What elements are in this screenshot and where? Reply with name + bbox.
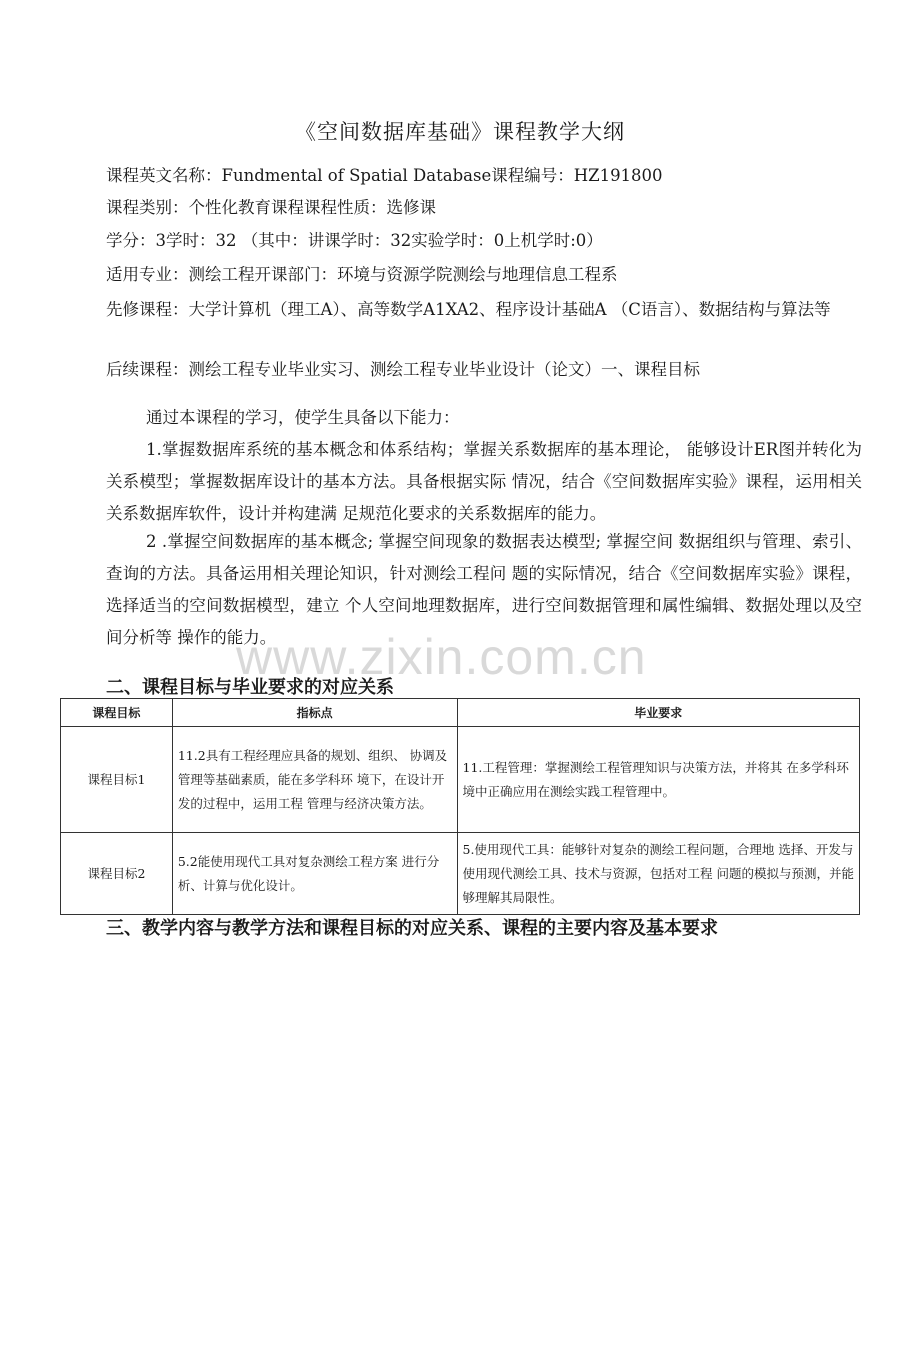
table-header-cell: 课程目标 [61, 699, 173, 727]
prerequisite-courses-line: 先修课程：大学计算机（理工A）、高等数学A1XA2、程序设计基础A （C语言）、数据结构与算法等 [106, 300, 831, 319]
objectives-requirements-table [60, 698, 860, 915]
applicable-major-line: 适用专业：测绘工程开课部门：环境与资源学院测绘与地理信息工程系 [106, 265, 618, 284]
ability-paragraph-2: 2 .掌握空间数据库的基本概念; 掌握空间现象的数据表达模型; 掌握空间 数据组织与管理、索引、查询的方法。具备运用相关理论知识，针对测绘工程问 题的实际情况，结合《空间数据库实验》课程，选择适当的空间数据模型，建立 个人空间地理数据库，进行空间数据管理和属性编辑、数据处理以及空间分析等 操作的能力。 [106, 532, 862, 647]
follow-up-courses-line: 后续课程：测绘工程专业毕业实习、测绘工程专业毕业设计（论文）一、课程目标 [106, 360, 700, 379]
course-category-line: 课程类别：个性化教育课程课程性质：选修课 [106, 198, 436, 217]
graduation-requirement-cell: 5.使用现代工具：能够针对复杂的测绘工程问题，合理地 选择、开发与使用现代测绘工具、技术与资源，包括对工程 问题的模拟与预测，并能够理解其局限性。 [457, 833, 860, 915]
course-goal-cell: 课程目标1 [61, 727, 173, 833]
table-header-cell: 指标点 [172, 699, 457, 727]
section-3-heading: 三、教学内容与教学方法和课程目标的对应关系、课程的主要内容及基本要求 [106, 918, 718, 939]
table-header-row [61, 699, 860, 727]
credit-hours-line: 学分：3学时：32 （其中：讲课学时：32实验学时：0上机学时:0） [106, 231, 603, 250]
section-2-heading: 二、课程目标与毕业要求的对应关系 [106, 677, 394, 698]
table-row [61, 833, 860, 915]
course-goal-cell: 课程目标2 [61, 833, 173, 915]
table-row [61, 727, 860, 833]
ability-paragraph-1: 1.掌握数据库系统的基本概念和体系结构；掌握关系数据库的基本理论， 能够设计ER图并转化为关系模型；掌握数据库设计的基本方法。具备根据实际 情况，结合《空间数据库实验》课程，运用相关关系数据库软件，设计并构建满 足规范化要求的关系数据库的能力。 [106, 440, 862, 523]
table-header-cell: 毕业要求 [457, 699, 860, 727]
watermark: www.zixin.com.cn [236, 629, 647, 685]
graduation-requirement-cell: 11.工程管理：掌握测绘工程管理知识与决策方法，并将其 在多学科环境中正确应用在测绘实践工程管理中。 [457, 727, 860, 833]
indicator-cell: 11.2具有工程经理应具备的规划、组织、 协调及管理等基础素质，能在多学科环 境下，在设计开发的过程中，运用工程 管理与经济决策方法。 [172, 727, 457, 833]
intro-paragraph: 通过本课程的学习，使学生具备以下能力： [146, 408, 460, 427]
document-title: 《空间数据库基础》课程教学大纲 [295, 120, 625, 144]
indicator-cell: 5.2能使用现代工具对复杂测绘工程方案 进行分析、计算与优化设计。 [172, 833, 457, 915]
course-english-name-line: 课程英文名称：Fundmental of Spatial Database课程编号：HZ191800 [106, 166, 663, 185]
